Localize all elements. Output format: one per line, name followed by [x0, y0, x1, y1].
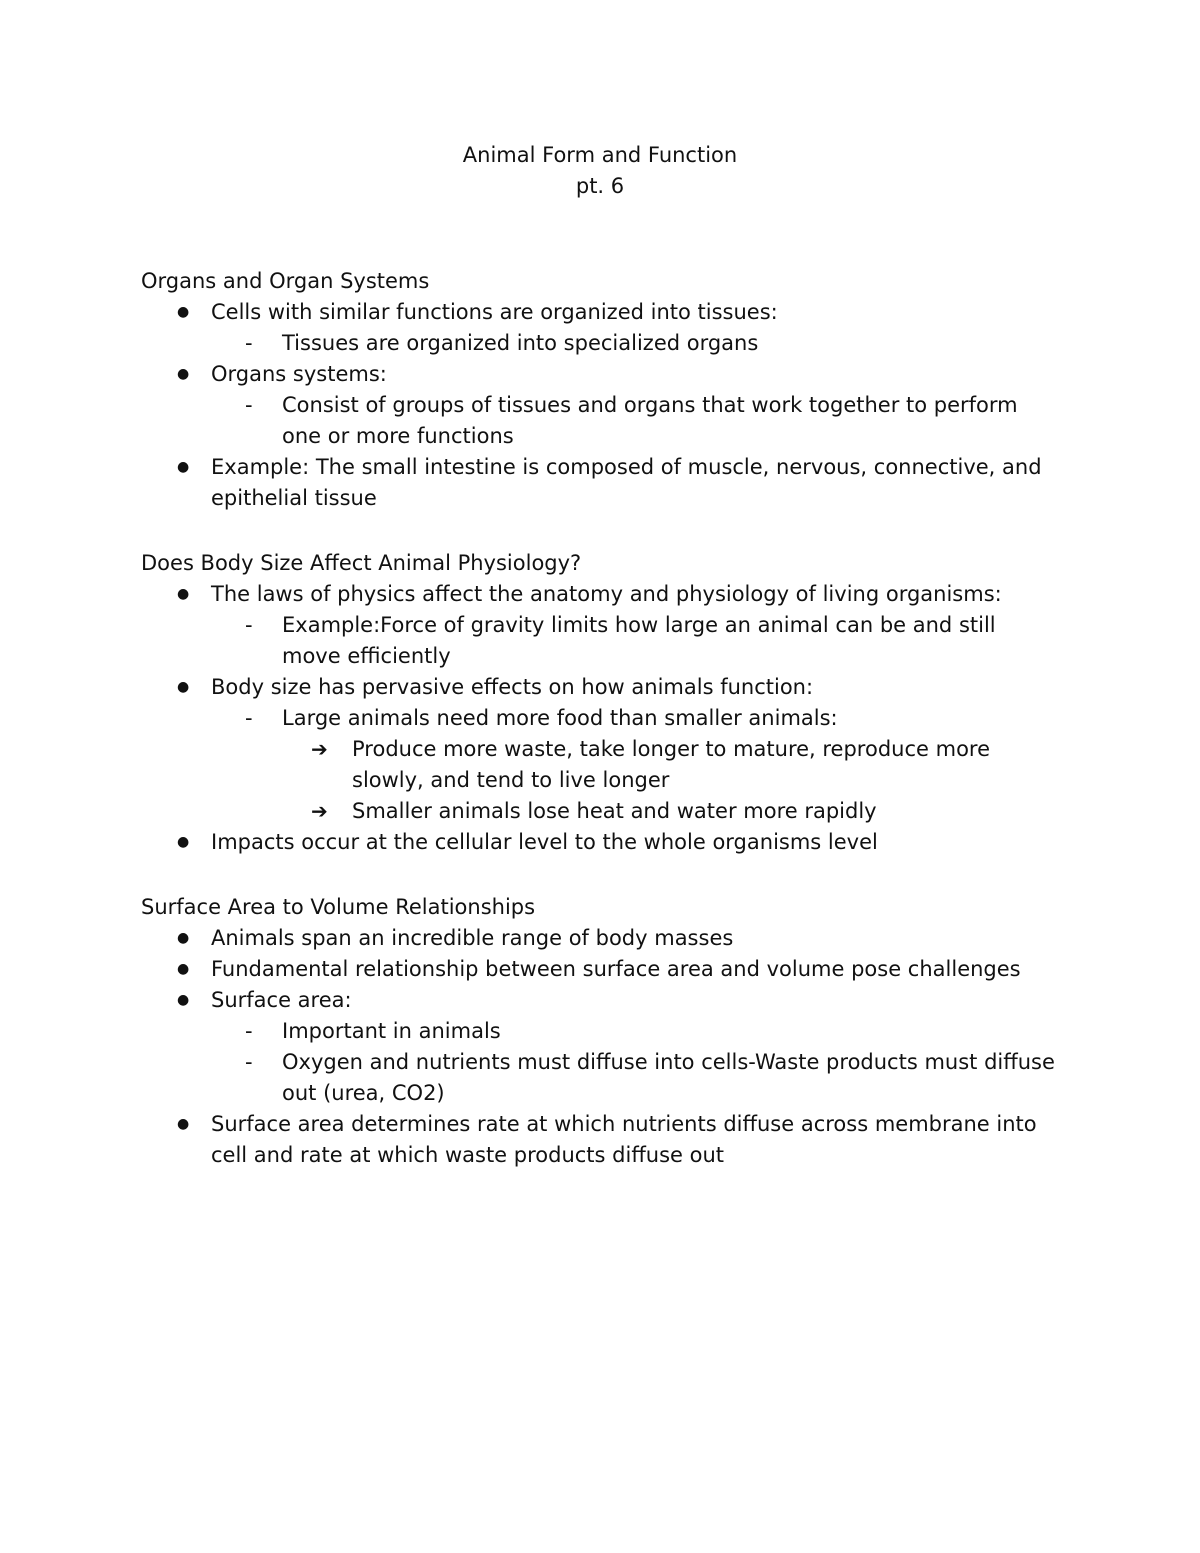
list-item-text: Surface area determines rate at which nutrients diffuse across membrane into — [211, 1112, 1037, 1136]
list-item — [141, 796, 1101, 827]
list-item — [141, 923, 1101, 954]
list-item-text: Example: The small intestine is composed of muscle, nervous, connective, and — [211, 455, 1042, 479]
list-item — [141, 297, 1101, 328]
list-item — [141, 1016, 1101, 1047]
list-item-text: Cells with similar functions are organized into tissues: — [211, 300, 778, 324]
bullet-dot-icon: ● — [177, 961, 190, 977]
dash-marker-icon: - — [245, 331, 253, 355]
section-heading: Surface Area to Volume Relationships — [141, 895, 536, 919]
list-item-text: Tissues are organized into specialized organs — [282, 331, 759, 355]
list-item — [141, 359, 1101, 390]
list-item-text: cell and rate at which waste products diffuse out — [211, 1143, 725, 1167]
list-item — [141, 1109, 1101, 1171]
list-item-text: out (urea, CO2) — [282, 1081, 445, 1105]
bullet-dot-icon: ● — [177, 586, 190, 602]
list-item-text: Fundamental relationship between surface area and volume pose challenges — [211, 957, 1021, 981]
list-item-text: one or more functions — [282, 424, 514, 448]
bullet-dot-icon: ● — [177, 304, 190, 320]
section-heading: Does Body Size Affect Animal Physiology? — [141, 551, 582, 575]
document-subtitle: pt. 6 — [575, 174, 625, 198]
bullet-dot-icon: ● — [177, 1116, 190, 1132]
list-item — [141, 452, 1101, 514]
list-item — [141, 390, 1101, 452]
section-organs — [141, 266, 1101, 514]
list-item — [141, 734, 1101, 796]
section-body-size — [141, 548, 1101, 858]
bullet-dot-icon: ● — [177, 366, 190, 382]
dash-marker-icon: - — [245, 706, 253, 730]
document-title: Animal Form and Function — [462, 143, 738, 167]
list-item — [141, 328, 1101, 359]
list-item-text: Surface area: — [211, 988, 352, 1012]
list-item-text: Animals span an incredible range of body masses — [211, 926, 734, 950]
dash-marker-icon: - — [245, 1019, 253, 1043]
list-item-text: Example:Force of gravity limits how large an animal can be and still — [282, 613, 996, 637]
list-item-text: Large animals need more food than smaller animals: — [282, 706, 838, 730]
list-item-text: The laws of physics affect the anatomy and physiology of living organisms: — [211, 582, 1002, 606]
arrow-right-icon: ➔ — [311, 799, 328, 823]
bullet-dot-icon: ● — [177, 834, 190, 850]
list-item — [141, 610, 1101, 672]
list-item — [141, 954, 1101, 985]
list-item — [141, 985, 1101, 1016]
section-surface-area — [141, 892, 1101, 1171]
list-item — [141, 1047, 1101, 1109]
section-heading: Organs and Organ Systems — [141, 269, 430, 293]
bullet-dot-icon: ● — [177, 679, 190, 695]
bullet-dot-icon: ● — [177, 992, 190, 1008]
title-block — [0, 140, 1200, 202]
list-item-text: Important in animals — [282, 1019, 501, 1043]
list-item — [141, 672, 1101, 703]
list-item — [141, 703, 1101, 734]
dash-marker-icon: - — [245, 393, 253, 417]
list-item-text: Smaller animals lose heat and water more rapidly — [352, 799, 877, 823]
bullet-dot-icon: ● — [177, 459, 190, 475]
list-item-text: Organs systems: — [211, 362, 387, 386]
dash-marker-icon: - — [245, 613, 253, 637]
list-item-text: Consist of groups of tissues and organs that work together to perform — [282, 393, 1018, 417]
list-item-text: Body size has pervasive effects on how animals function: — [211, 675, 814, 699]
list-item — [141, 827, 1101, 858]
list-item-text: epithelial tissue — [211, 486, 377, 510]
dash-marker-icon: - — [245, 1050, 253, 1074]
list-item — [141, 579, 1101, 610]
list-item-text: Produce more waste, take longer to mature, reproduce more — [352, 737, 991, 761]
list-item-text: move efficiently — [282, 644, 451, 668]
bullet-dot-icon: ● — [177, 930, 190, 946]
list-item-text: Oxygen and nutrients must diffuse into cells-Waste products must diffuse — [282, 1050, 1055, 1074]
list-item-text: slowly, and tend to live longer — [352, 768, 670, 792]
arrow-right-icon: ➔ — [311, 737, 328, 761]
list-item-text: Impacts occur at the cellular level to the whole organisms level — [211, 830, 878, 854]
